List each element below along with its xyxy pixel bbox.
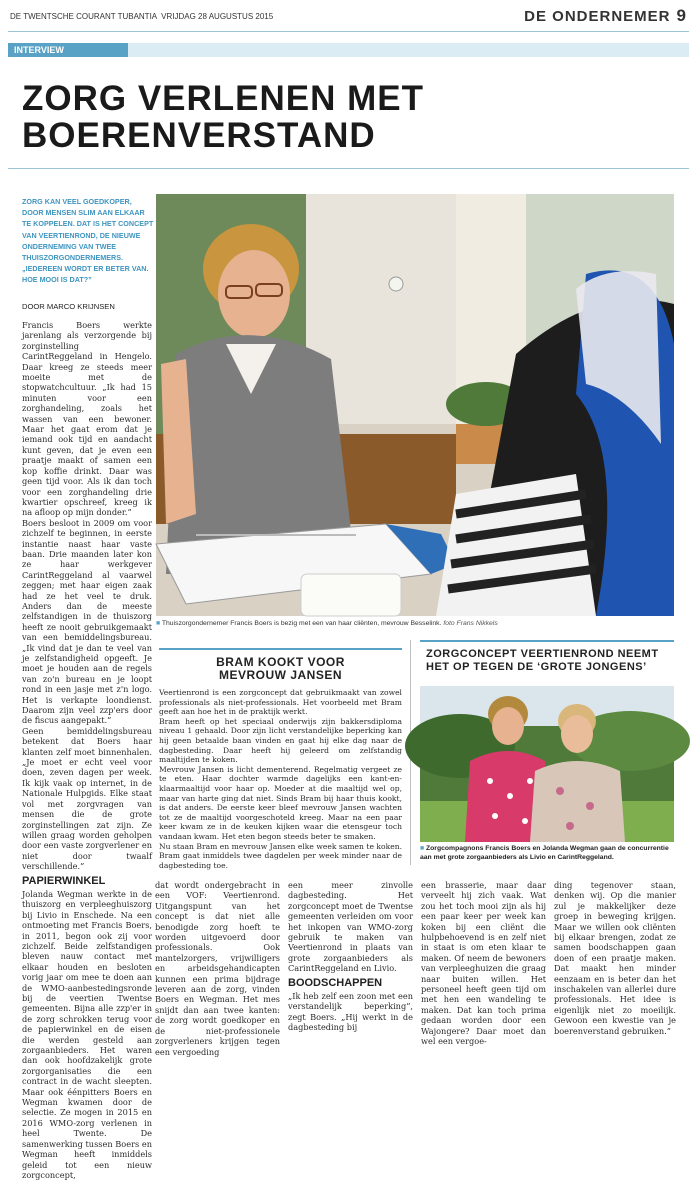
paragraph: een brasserie, maar daar verveelt hij zich vaak. Wat zou het toch mooi zijn als hij een paar keer per week kan koken bij een cliënt die hulpbehoevend is en zelf niet in staat is om eten klaar te maken. Of neem de bewoners van verpleeghuizen die graag naar buiten willen. Het personeel heeft geen tijd om met hen een wandeling te maken. Dat kan toch prima gedaan worden door een Wajongere? Daar moet dan wel een vergoe- <box>421 880 546 1047</box>
box-rule <box>420 640 674 642</box>
issue-date: VRIJDAG 28 AUGUSTUS 2015 <box>161 12 274 21</box>
sidebar-box-bram <box>159 655 402 870</box>
box2-title <box>426 648 676 673</box>
headline <box>22 80 424 154</box>
caption-text: Zorgcompagnons Francis Boers en Jolanda Wegman gaan de concurrentie aan met grote zorgaanbieders als Livio en CarintReggeland. <box>420 845 669 861</box>
article-column-4 <box>421 880 546 1047</box>
box2-title-line1: ZORGCONCEPT VEERTIENROND NEEMT <box>426 648 659 660</box>
article-column-2 <box>155 880 280 1057</box>
paragraph: een meer zinvolle dagbesteding. Het zorgconcept moet de Twentse gemeenten verleiden om voor het inkopen van WMO-zorg gebruik te maken van Veertienrond in plaats van grote zorgaanbieders als CarintReggeland en Livio. <box>288 880 413 974</box>
headline-line2: BOERENVERSTAND <box>22 116 376 155</box>
paragraph: ding tegenover staan, denken wij. Op die manier zul je makkelijker deze groep in beweging krijgen. Maar we willen ook cliënten bij elkaar brengen, zodat ze samen boodschappen gaan doen of een praatje maken. Dat maakt hen minder eenzaam en is beter dan het inschakelen van allerlei dure professionals. Het idee is eigenlijk niet zo moeilijk. Gewoon een kwestie van je boerenverstand gebruiken.” <box>554 880 676 1036</box>
subhead-boodschappen: BOODSCHAPPEN <box>288 976 383 989</box>
photo-illustration <box>156 194 674 616</box>
box-title-line2: MEVROUW JANSEN <box>218 668 342 682</box>
subhead-papierwinkel: PAPIERWINKEL <box>22 874 106 887</box>
headline-line1: ZORG VERLENEN MET <box>22 79 425 118</box>
paragraph: Bram heeft op het speciaal onderwijs zijn bakkersdiploma niveau 1 gehaald. Door zijn licht verstandelijke beperking kan hij geen betaalde baan vinden en gaat hij elke dag naar de dagbesteding. Daar heeft hij geleerd om zelfstandig maaltijden te koken. <box>159 716 402 765</box>
paragraph: Veertienrond is een zorgconcept dat gebruikmaakt van zowel professionals als niet-professionals. Het voorbeeld met Bram geeft aan hoe het in de praktijk werkt. <box>159 688 402 717</box>
byline: DOOR MARCO KRIJNSEN <box>22 302 115 311</box>
section-tag: INTERVIEW <box>8 43 128 57</box>
paragraph: Nu staan Bram en mevrouw Jansen elke week samen te koken. Bram gaat inmiddels twee dagdelen per week minder naar de dagbesteding toe. <box>159 841 402 870</box>
article-lead: ZORG KAN VEEL GOEDKOPER, DOOR MENSEN SLIM AAN ELKAAR TE KOPPELEN. DAT IS HET CONCEPT VAN VEERTIENROND, DE NIEUWE ONDERNEMING VAN TWEE THUISZORGONDERNEMERS. „IEDEREEN WORDT ER BETER VAN. HOE MOOI IS DAT?” <box>22 197 154 285</box>
paragraph: dat wordt ondergebracht in een VOF: Veertienrond. Uitgangspunt van het concept is dat niet alle benodigde zorg hoeft te worden uitgevoerd door professionals. Ook mantelzorgers, vrijwilligers en arbeidsgehandicapten kunnen een prima bijdrage leveren aan de zorg, vinden Boers en Wegman. Het mes snijdt dan aan twee kanten: de zorg wordt goedkoper en de niet-professionele zorgverleners krijgen tegen een vergoeding <box>155 880 280 1057</box>
box-rule <box>159 648 402 650</box>
second-photo-caption: ■ Zorgcompagnons Francis Boers en Jolanda Wegman gaan de concurrentie aan met grote zorgaanbieders als Livio en CarintReggeland. <box>420 845 669 861</box>
header-rule <box>8 31 689 32</box>
main-photo <box>156 194 674 616</box>
paper-name: DE TWENTSCHE COURANT TUBANTIA <box>10 12 158 21</box>
article-column-1 <box>22 320 152 1180</box>
box-title-line1: BRAM KOOKT VOOR <box>216 655 345 669</box>
article-column-5 <box>554 880 676 1036</box>
second-photo <box>420 686 674 842</box>
paragraph: Francis Boers werkte jarenlang als verzorgende bij zorginstelling CarintReggeland in Hengelo. Daar kreeg ze steeds meer moeite met de stopwatchcultuur. „Ik had 15 minuten voor een zorghandeling, zoals het wassen van een bewoner. Maar het gaat erom dat je iemand ook tijd en aandacht kunt geven, dat je even een praatje maakt of samen een kop koffie drinkt. Daar was geen tijd voor. Als ik dan toch voor een zorghandeling drie kwartier opschreef, kreeg ik na afloop op mijn donder.” <box>22 320 152 518</box>
photo-credit: foto Frans Nikkels <box>443 620 498 627</box>
page-number: 9 <box>676 6 687 25</box>
section-header <box>524 6 687 26</box>
box2-title-line2: HET OP TEGEN DE ‘GROTE JONGENS’ <box>426 660 647 673</box>
paragraph: „Ik heb zelf een zoon met een verstandelijk beperking”, zegt Boers. „Hij werkt in de dagbesteding bij <box>288 991 413 1033</box>
masthead <box>10 12 273 21</box>
photo-illustration <box>420 686 674 842</box>
paragraph: Jolanda Wegman werkte in de thuiszorg en verpleeghuiszorg bij Livio in Enschede. Na een ontmoeting met Francis Boers, in 2011, begon ook zij voor zichzelf. Beide zelfstandigen bleven nauw contact met elkaar houden en besloten vorig jaar om mee te doen aan de WMO-aanbestedingsronde bij de veertien Twentse gemeenten. Bijna alle zzp'er in de zorg schrokken terug voor de papierwinkel en de eisen die werden gesteld aan zorgaanbieders. Het waren dan ook hoofdzakelijk grote zorgorganisaties die een contract in de wacht sleepten. Maar ook éénpitters Boers en Wegman kwamen door de selectie. Ze mogen in 2015 en 2016 WMO-zorg verlenen in heel Twente. De samenwerking tussen Boers en Wegman heeft inmiddels geleid tot een nieuw zorgconcept, <box>22 888 152 1180</box>
caption-text: Thuiszorgondernemer Francis Boers is bezig met een van haar cliënten, mevrouw Besselink. <box>161 620 442 627</box>
box-body <box>159 688 402 870</box>
box-title <box>159 656 402 682</box>
paragraph: Geen bemiddelingsbureau betekent dat Boers haar klanten zelf moet binnenhalen. „Je moet er echt veel voor doen, zeven dagen per week. Ik kijk vaak op internet, in de Nationale Hulpgids. Elke staat vol met zorgvragen van mensen die de grote zorginstellingen zat zijn. Ze willen graag worden geholpen door een vaste zorgverlener en niet door twaalf verschillende.” <box>22 725 152 872</box>
article-column-3 <box>288 880 413 1033</box>
paragraph: Boers besloot in 2009 om voor zichzelf te beginnen, in eerste instantie naast haar vaste baan. Drie maanden later kon ze haar werkgever CarintReggeland al vaarwel zeggen; met haar eigen zaak had ze het veel te druk. Anders dan de meeste zelfstandigen in de thuiszorg heeft ze nooit gebruikgemaakt van een bemiddelingsbureau. „Ik vind dat je dan te veel van je zelfstandigheid opgeeft. Je moet je houden aan de regels van zo'n bureau en je loopt rond in een jasje met z'n logo. Het is verkapte loondienst. Daarom zijn veel zzp'ers door de fiscus aangepakt.” <box>22 517 152 726</box>
section-name: DE ONDERNEMER <box>524 8 671 25</box>
paragraph: Mevrouw Jansen is licht dementerend. Regelmatig vergeet ze te eten. Haar dochter warmde dagelijks een kant-en-klaarmaaltijd voor haar op. Moeder at die maaltijd wel op, maar van harte ging dat niet. Sinds Bram bij haar thuis kookt, is dat anders. De eerste keer bleef mevrouw Jansen wachten tot ze de maaltijd voorgeschoteld kreeg. Maar na een paar keer kwam ze in de keuken kijken waar die etensgeur toch vandaan kwam. Het eten begon steeds beter te smaken. <box>159 764 402 841</box>
headline-rule <box>8 168 689 169</box>
photo-caption: ■ Thuiszorgondernemer Francis Boers is bezig met een van haar cliënten, mevrouw Besselink. foto Frans Nikkels <box>156 620 498 627</box>
